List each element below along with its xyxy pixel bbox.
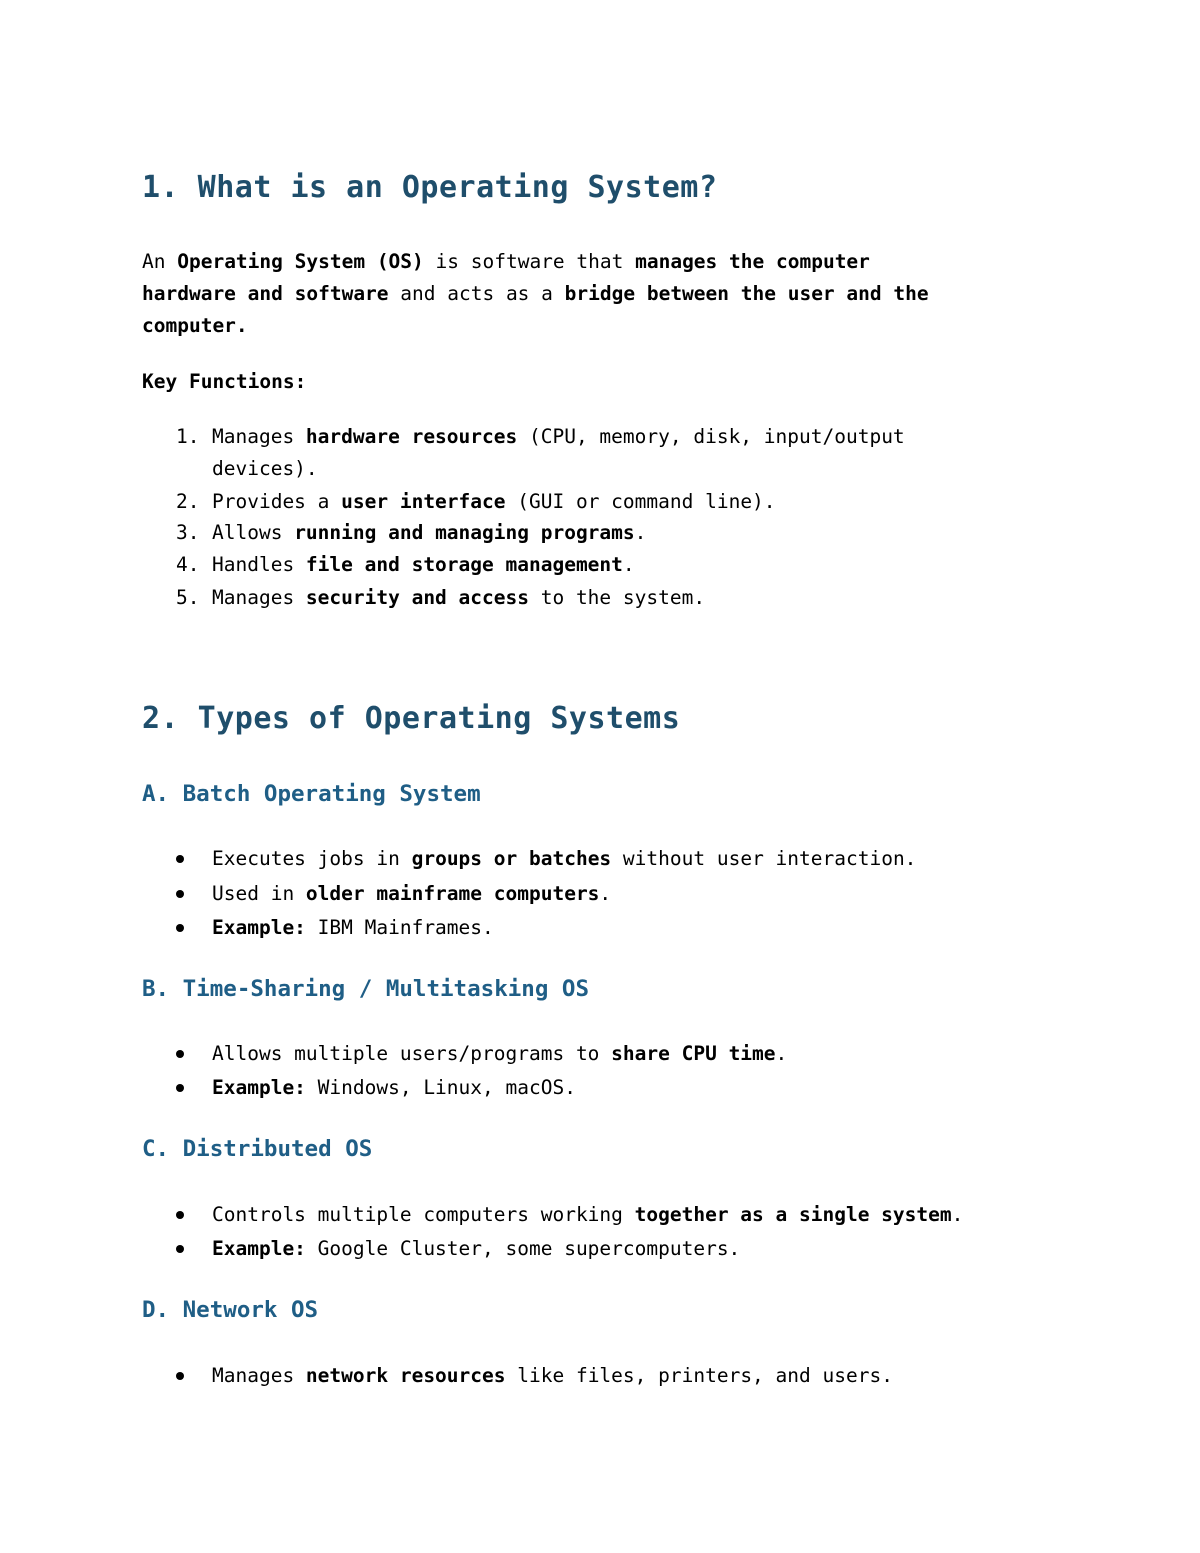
bullet-icon bbox=[176, 1372, 184, 1380]
bullet-icon bbox=[176, 924, 184, 932]
subsection-a-heading: A. Batch Operating System bbox=[142, 781, 481, 807]
subsection-b-heading: B. Time-Sharing / Multitasking OS bbox=[142, 976, 590, 1002]
list-item: Handles file and storage management. bbox=[212, 553, 635, 576]
bullet-icon bbox=[176, 1211, 184, 1219]
bullet-icon bbox=[176, 890, 184, 898]
list-item: Manages hardware resources (CPU, memory, disk, input/output bbox=[212, 425, 905, 448]
list-item: Allows running and managing programs. bbox=[212, 521, 647, 544]
list-item: Manages security and access to the system. bbox=[212, 586, 706, 609]
bullet-icon bbox=[176, 1050, 184, 1058]
bullet-item: Allows multiple users/programs to share CPU time. bbox=[212, 1042, 788, 1065]
key-functions-label: Key Functions: bbox=[142, 370, 307, 393]
intro-line-3: computer. bbox=[142, 314, 248, 337]
subsection-c-heading: C. Distributed OS bbox=[142, 1136, 373, 1162]
list-number: 2. bbox=[176, 490, 200, 513]
list-number: 5. bbox=[176, 586, 200, 609]
section-1-heading: 1. What is an Operating System? bbox=[142, 170, 718, 205]
bullet-icon bbox=[176, 1245, 184, 1253]
list-number: 4. bbox=[176, 553, 200, 576]
bullet-item: Executes jobs in groups or batches without user interaction. bbox=[212, 847, 917, 870]
intro-line-1: An Operating System (OS) is software that manages the computer bbox=[142, 250, 870, 273]
bullet-item: Example: Windows, Linux, macOS. bbox=[212, 1076, 576, 1099]
list-number: 3. bbox=[176, 521, 200, 544]
list-item: Provides a user interface (GUI or command line). bbox=[212, 490, 776, 513]
intro-line-2: hardware and software and acts as a bridge between the user and the bbox=[142, 282, 929, 305]
list-number: 1. bbox=[176, 425, 200, 448]
list-item-continuation: devices). bbox=[212, 457, 318, 480]
bullet-item: Example: IBM Mainframes. bbox=[212, 916, 494, 939]
bullet-item: Controls multiple computers working together as a single system. bbox=[212, 1203, 964, 1226]
bullet-item: Manages network resources like files, printers, and users. bbox=[212, 1364, 893, 1387]
bullet-item: Used in older mainframe computers. bbox=[212, 882, 612, 905]
bullet-icon bbox=[176, 855, 184, 863]
bullet-icon bbox=[176, 1084, 184, 1092]
subsection-d-heading: D. Network OS bbox=[142, 1297, 319, 1323]
section-2-heading: 2. Types of Operating Systems bbox=[142, 701, 681, 736]
bullet-item: Example: Google Cluster, some supercomputers. bbox=[212, 1237, 741, 1260]
